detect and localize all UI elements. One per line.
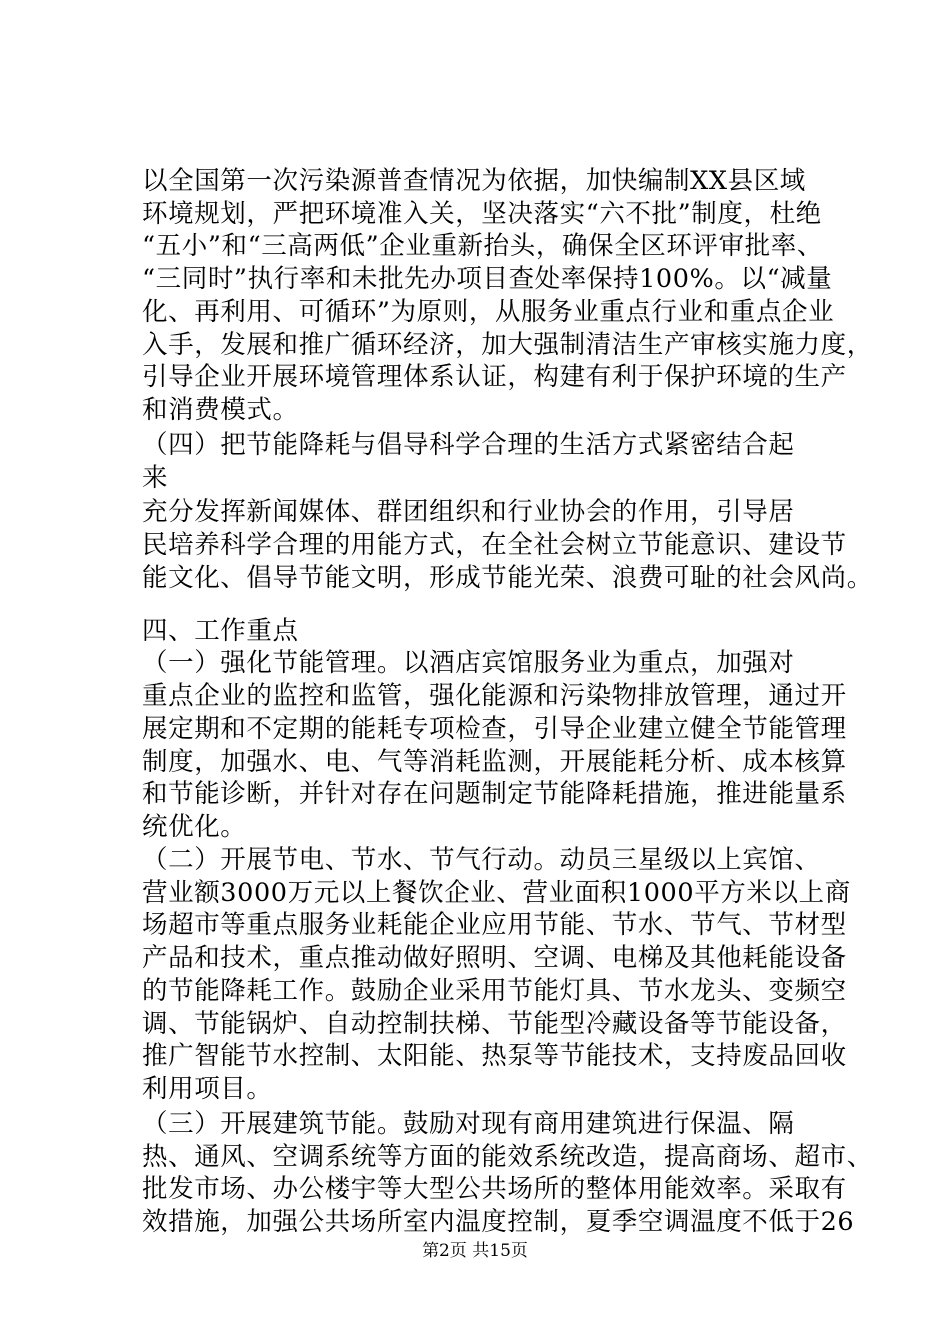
text-line: 和节能诊断，并针对存在问题制定节能降耗措施，推进能量系 bbox=[142, 779, 847, 809]
text-line: （一）强化节能管理。以酒店宾馆服务业为重点，加强对 bbox=[142, 648, 795, 678]
text-line: 化、再利用、可循环”为原则，从服务业重点行业和重点企业 bbox=[142, 297, 835, 327]
text-line: 制度，加强水、电、气等消耗监测，开展能耗分析、成本核算 bbox=[142, 747, 847, 777]
page-footer: 第2页 共15页 bbox=[422, 1241, 528, 1261]
text-line: 民培养科学合理的用能方式，在全社会树立节能意识、建设节 bbox=[142, 530, 847, 560]
text-line: “五小”和“三高两低”企业重新抬头，确保全区环评审批率、 bbox=[142, 231, 823, 261]
text-line: 展定期和不定期的能耗专项检查，引导企业建立健全节能管理 bbox=[142, 714, 847, 744]
text-line: 四、工作重点 bbox=[142, 616, 299, 646]
text-line: 营业额3000万元以上餐饮企业、营业面积1000平方米以上商 bbox=[142, 878, 851, 908]
text-line: 以全国第一次污染源普查情况为依据，加快编制XX县区域 bbox=[142, 166, 806, 196]
text-line: 统优化。 bbox=[142, 812, 247, 842]
text-line: 利用项目。 bbox=[142, 1074, 273, 1104]
text-line: 环境规划，严把环境准入关，坚决落实“六不批”制度，杜绝 bbox=[142, 199, 822, 229]
text-line: 的节能降耗工作。鼓励企业采用节能灯具、节水龙头、变频空 bbox=[142, 976, 847, 1006]
text-line: 热、通风、空调系统等方面的能效系统改造，提高商场、超市、 bbox=[142, 1142, 873, 1172]
text-line: （四）把节能降耗与倡导科学合理的生活方式紧密结合起 bbox=[142, 430, 795, 460]
text-line: 产品和技术，重点推动做好照明、空调、电梯及其他耗能设备 bbox=[142, 943, 847, 973]
text-line: 能文化、倡导节能文明，形成节能光荣、浪费可耻的社会风尚。 bbox=[142, 563, 873, 593]
text-line: 入手，发展和推广循环经济，加大强制清洁生产审核实施力度， bbox=[142, 330, 873, 360]
text-line: 批发市场、办公楼宇等大型公共场所的整体用能效率。采取有 bbox=[142, 1174, 847, 1204]
text-line: 来 bbox=[142, 463, 169, 493]
text-line: 场超市等重点服务业耗能企业应用节能、节水、节气、节材型 bbox=[142, 910, 847, 940]
text-line: （二）开展节电、节水、节气行动。动员三星级以上宾馆、 bbox=[142, 845, 821, 875]
text-line: 重点企业的监控和监管，强化能源和污染物排放管理，通过开 bbox=[142, 681, 847, 711]
text-line: 推广智能节水控制、太阳能、热泵等节能技术，支持废品回收 bbox=[142, 1041, 847, 1071]
text-line: 充分发挥新闻媒体、群团组织和行业协会的作用，引导居 bbox=[142, 497, 795, 527]
text-line: “三同时”执行率和未批先办项目查处率保持100%。以“减量 bbox=[142, 264, 833, 294]
text-line: 和消费模式。 bbox=[142, 395, 299, 425]
text-line: 效措施，加强公共场所室内温度控制，夏季空调温度不低于26 bbox=[142, 1207, 855, 1237]
text-line: 引导企业开展环境管理体系认证，构建有利于保护环境的生产 bbox=[142, 362, 847, 392]
text-line: （三）开展建筑节能。鼓励对现有商用建筑进行保温、隔 bbox=[142, 1109, 795, 1139]
text-line: 调、节能锅炉、自动控制扶梯、节能型冷藏设备等节能设备， bbox=[142, 1009, 847, 1039]
